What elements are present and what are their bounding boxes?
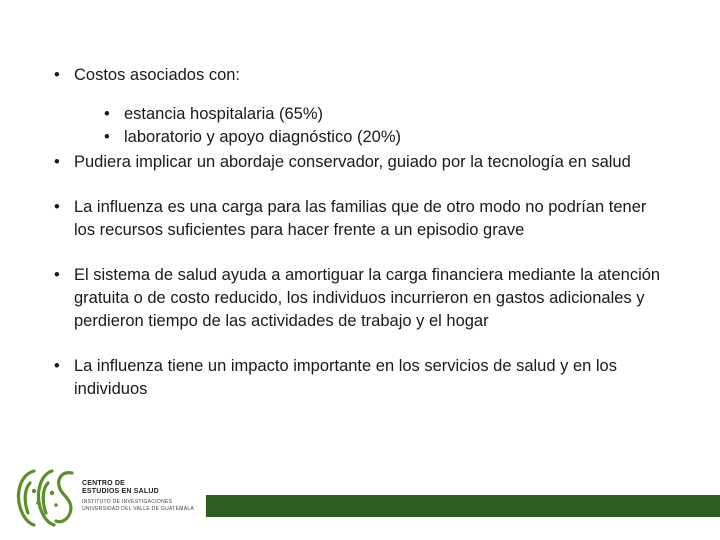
bullet-conservative-approach: • Pudiera implicar un abordaje conservador, guiado por la tecnología en salud — [52, 151, 672, 174]
bullet-impact: • La influenza tiene un impacto importante en los servicios de salud y en los individuos — [52, 355, 672, 401]
logo-title: CENTRO DE ESTUDIOS EN SALUD — [82, 480, 159, 495]
bullet-costs: • Costos asociados con: — [52, 64, 672, 87]
ces-logo-mark-icon — [12, 463, 78, 531]
footer-bar — [206, 495, 720, 517]
sub-bullet-list — [102, 103, 672, 149]
slide-content — [52, 64, 672, 401]
bullet-health-system: • El sistema de salud ayuda a amortiguar la carga financiera mediante la atención gratuita o de costo reducido, los individuos incurrieron en gastos adicionales y perdieron tiempo de las actividades de trabajo y el hogar — [52, 264, 672, 333]
bullet-family-burden: • La influenza es una carga para las familias que de otro modo no podrían tener los recursos suficientes para hacer frente a un episodio grave — [52, 196, 672, 242]
sub-bullet-lab-support: • laboratorio y apoyo diagnóstico (20%) — [102, 126, 672, 149]
logo-subtitle: INSTITUTO DE INVESTIGACIONES UNIVERSIDAD DEL VALLE DE GUATEMALA — [82, 499, 195, 512]
ces-logo — [12, 463, 212, 533]
sub-bullet-hospital-stay: • estancia hospitalaria (65%) — [102, 103, 672, 126]
